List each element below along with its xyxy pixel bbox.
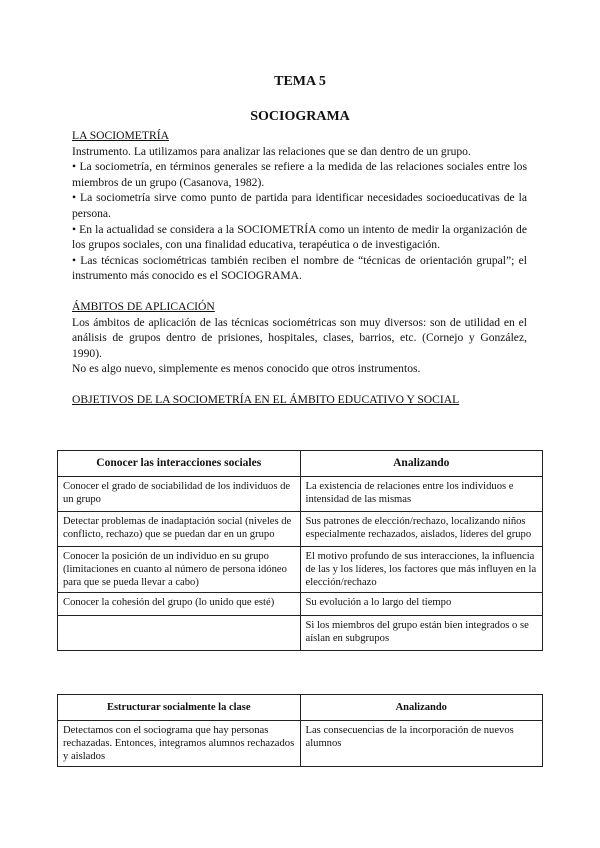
table-header: Analizando (300, 695, 543, 721)
table-row (58, 477, 543, 512)
table-cell: Sus patrones de elección/rechazo, localizando niños especialmente rechazados, aislados, líderes del grupo (300, 512, 543, 547)
table-header: Conocer las interacciones sociales (58, 451, 301, 477)
paragraph: Instrumento. La utilizamos para analizar las relaciones que se dan dentro de un grupo. (72, 144, 471, 158)
table-cell: Si los miembros del grupo están bien integrados o se aíslan en subgrupos (300, 616, 543, 651)
table-row (58, 593, 543, 616)
bullet-paragraph: • La sociometría, en términos generales se refiere a la medida de las relaciones sociales entre los miembros de un grupo (Casanova, 1982). (72, 160, 527, 189)
objectives-table (57, 450, 543, 651)
table-cell: Su evolución a lo largo del tiempo (300, 593, 543, 616)
table-cell: Detectamos con el sociograma que hay personas rechazadas. Entonces, integramos alumnos rechazados y aislados (58, 721, 301, 767)
section-heading-ambitos: ÁMBITOS DE APLICACIÓN (72, 299, 215, 313)
section-heading-sociometria: LA SOCIOMETRÍA (72, 129, 169, 142)
paragraph: No es algo nuevo, simplemente es menos conocido que otros instrumentos. (72, 362, 421, 376)
table-cell: Conocer el grado de sociabilidad de los individuos de un grupo (58, 477, 301, 512)
document-title: SOCIOGRAMA (250, 109, 350, 124)
table-cell: Detectar problemas de inadaptación social (niveles de conflicto, rechazo) que se puedan dar en un grupo (58, 512, 301, 547)
table-row (58, 512, 543, 547)
table-cell: La existencia de relaciones entre los individuos e intensidad de las mismas (300, 477, 543, 512)
table-cell: Conocer la posición de un individuo en su grupo (limitaciones en cuanto al número de persona idóneo para que se pueda llevar a cabo) (58, 547, 301, 593)
table-cell: El motivo profundo de sus interacciones, la influencia de las y los líderes, los factores que más influyen en la elección/rechazo (300, 547, 543, 593)
structure-table (57, 694, 543, 767)
bullet-paragraph: • Las técnicas sociométricas también reciben el nombre de “técnicas de orientación grupal”; el instrumento más conocido es el SOCIOGRAMA. (72, 253, 527, 283)
table-row (58, 721, 543, 767)
table-row (58, 547, 543, 593)
section-heading-objetivos: OBJETIVOS DE LA SOCIOMETRÍA EN EL ÁMBITO EDUCATIVO Y SOCIAL (72, 392, 460, 406)
table-header: Estructurar socialmente la clase (58, 695, 301, 721)
table-cell: Las consecuencias de la incorporación de nuevos alumnos (300, 721, 543, 767)
paragraph: Los ámbitos de aplicación de las técnicas sociométricas son muy diversos: son de utilidad en el análisis de grupos dentro de prisiones, hospitales, clases, barrios, etc. (Cornejo y González, 1990). (72, 315, 527, 360)
body-text (72, 128, 527, 408)
table-header: Analizando (300, 451, 543, 477)
table-cell: Conocer la cohesión del grupo (lo unido que esté) (58, 593, 301, 616)
table-row (58, 616, 543, 651)
table-cell (58, 616, 301, 651)
bullet-paragraph: • En la actualidad se considera a la SOCIOMETRÍA como un intento de medir la organización de los grupos sociales, con una finalidad educativa, terapéutica o de investigación. (72, 222, 527, 252)
tema-heading: TEMA 5 (274, 74, 326, 89)
bullet-paragraph: • La sociometría sirve como punto de partida para identificar necesidades socioeducativas de la persona. (72, 191, 527, 220)
